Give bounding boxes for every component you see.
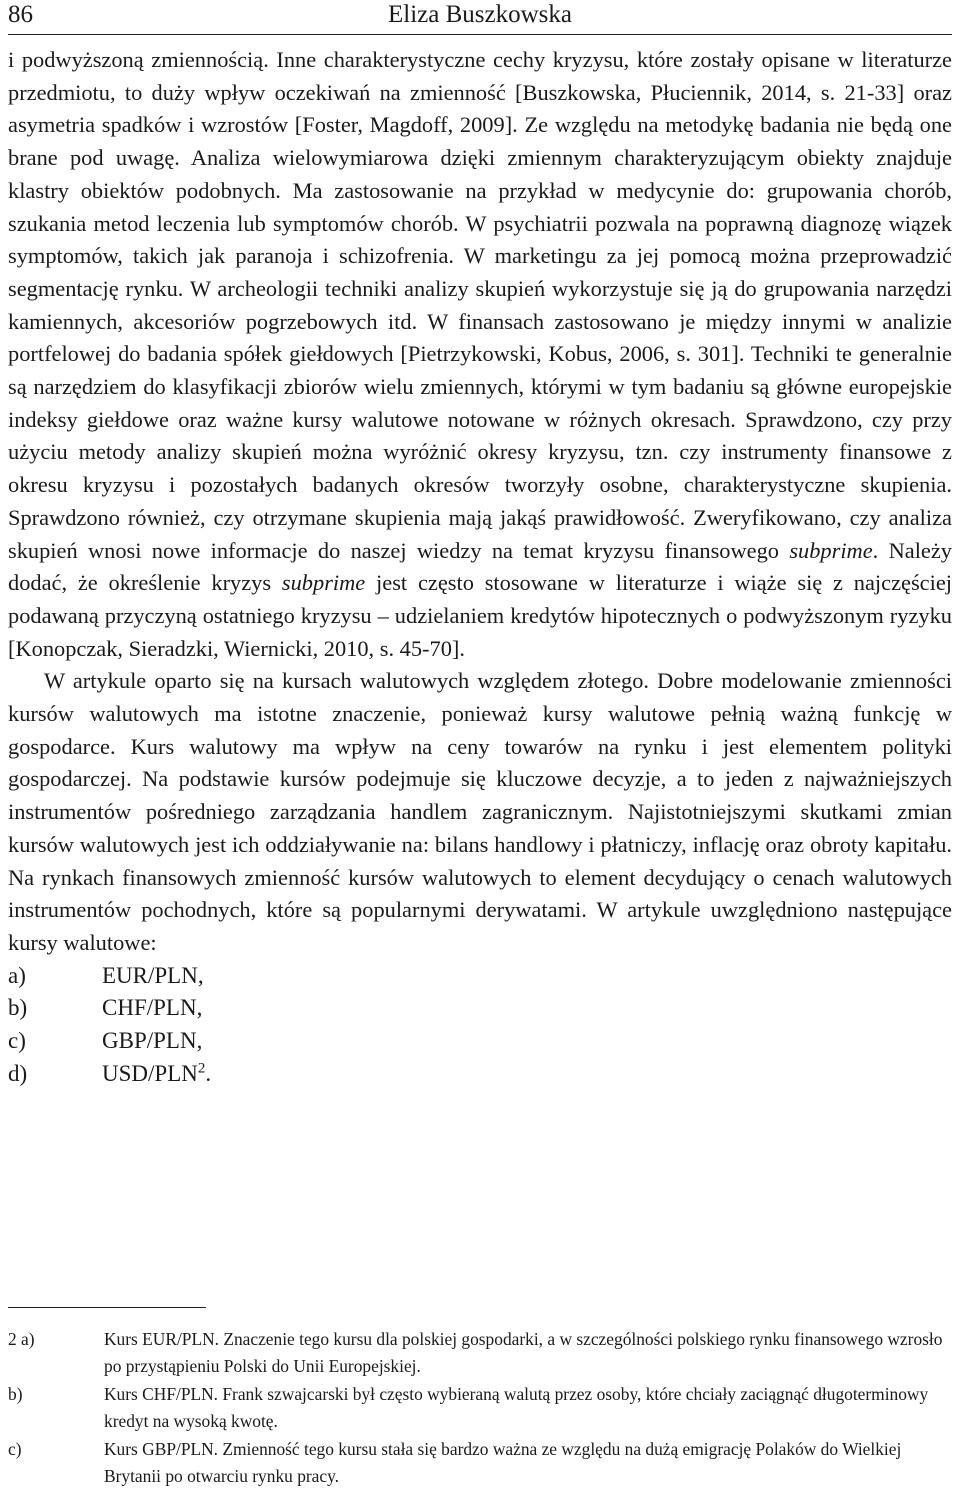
list-item	[8, 960, 952, 993]
body-text	[8, 44, 952, 1091]
paragraph-1-end: jest często stosowane w literaturze i wiąże się z najczęściej podawaną przyczyną ostatniego kryzysu – udzielaniem kredytów hipotecznych o podwyższonym ryzyku [Konopczak, Sieradzki, Wiernicki, 2010, s. 45-70].	[8, 570, 952, 661]
list-marker: a)	[8, 962, 26, 988]
list-text-tail: .	[205, 1060, 212, 1086]
list-text-main: USD/PLN	[102, 1060, 198, 1086]
list-text: CHF/PLN,	[102, 995, 203, 1021]
footnotes	[8, 1326, 952, 1491]
list-text: EUR/PLN,	[102, 962, 204, 988]
footnote-item	[8, 1436, 952, 1489]
currency-list	[8, 960, 952, 1091]
footnote-label: c)	[8, 1439, 22, 1459]
list-item	[8, 1025, 952, 1058]
list-text	[102, 1058, 211, 1091]
list-item	[8, 1058, 952, 1091]
footnote-label: 2 a)	[8, 1329, 35, 1349]
running-head: Eliza Buszkowska	[388, 1, 572, 28]
footnote-text: Kurs GBP/PLN. Zmienność tego kursu stała się bardzo ważna ze względu na dużą emigrację Polaków do Wielkiej Brytanii po otwarciu rynku pracy.	[104, 1439, 902, 1486]
list-text: GBP/PLN,	[102, 1028, 203, 1054]
page-number: 86	[8, 1, 33, 28]
list-marker: d)	[8, 1060, 28, 1086]
term-subprime: subprime	[281, 570, 366, 596]
footnote-text: Kurs EUR/PLN. Znaczenie tego kursu dla polskiej gospodarki, a w szczególności polskiego rynku finansowego wzrosło po przystąpieniu Polski do Unii Europejskiej.	[104, 1329, 943, 1376]
paragraph-1-text: i podwyższoną zmiennością. Inne charakterystyczne cechy kryzysu, które zostały opisane w literaturze przedmiotu, to duży wpływ oczekiwań na zmienność [Buszkowska, Płuciennik, 2014, s. 21-33] oraz asymetria spadków i wzrostów [Foster, Magdoff, 2009]. Ze względu na metodykę badania nie będą one brane pod uwagę. Analiza wielowymiarowa dzięki zmiennym charakteryzującym obiekty znajduje klastry obiektów podobnych. Ma zastosowanie na przykład w medycynie do: grupowania chorób, szukania metod leczenia lub symptomów chorób. W psychiatrii pozwala na poprawną diagnozę wiązek symptomów, takich jak paranoja i schizofrenia. W marketingu za jej pomocą można przeprowadzić segmentację rynku. W archeologii techniki analizy skupień wykorzystuje się ją do grupowania narzędzi kamiennych, akcesoriów pogrzebowych itd. W finansach zastosowano je między innymi w analizie portfelowej do badania spółek giełdowych [Pietrzykowski, Kobus, 2006, s. 301]. Techniki te generalnie są narzędziem do klasyfikacji zbiorów wielu zmiennych, którymi w tym badaniu są główne europejskie indeksy giełdowe oraz ważne kursy walutowe notowane w różnych okresach. Sprawdzono, czy przy użyciu metody analizy skupień można wyróżnić okresy kryzysu, tzn. czy instrumenty finansowe z okresu kryzysu i pozostałych badanych okresów tworzyły osobne, charakterystyczne skupienia. Sprawdzono również, czy otrzymane skupienia mają jakąś prawidłowość. Zweryfikowano, czy analiza skupień wnosi nowe informacje do naszej wiedzy na temat kryzysu finansowego	[8, 47, 952, 563]
list-marker: c)	[8, 1028, 26, 1054]
footnote-text: Kurs CHF/PLN. Frank szwajcarski był często wybieraną walutą przez osoby, które chciały zaciągnąć długoterminowy kredyt na wysoką kwotę.	[104, 1384, 929, 1431]
page-header	[8, 0, 952, 35]
list-item	[8, 992, 952, 1025]
paragraph-1	[8, 44, 952, 665]
footnote-label: b)	[8, 1384, 23, 1404]
footnote-ref[interactable]: 2	[197, 1060, 206, 1077]
paragraph-1-cont: . Należy dodać, że określenie kryzys	[8, 537, 952, 596]
footnote-item	[8, 1381, 952, 1434]
paragraph-2: W artykule oparto się na kursach walutowych względem złotego. Dobre modelowanie zmienności kursów walutowych ma istotne znaczenie, ponieważ kursy walutowe pełnią ważną funkcję w gospodarce. Kurs walutowy ma wpływ na ceny towarów na rynku i jest elementem polityki gospodarczej. Na podstawie kursów podejmuje się kluczowe decyzje, a to jeden z najważniejszych instrumentów pośredniego zarządzania handlem zagranicznym. Najistotniejszymi skutkami zmian kursów walutowych jest ich oddziaływanie na: bilans handlowy i płatniczy, inflację oraz obroty kapitału. Na rynkach finansowych zmienność kursów walutowych to element decydujący o cenach walutowych instrumentów pochodnych, które są popularnymi derywatami. W artykule uwzględniono następujące kursy walutowe:	[8, 668, 952, 955]
list-marker: b)	[8, 995, 28, 1021]
footnote-rule	[8, 1307, 206, 1308]
footnote-item	[8, 1326, 952, 1379]
term-subprime: subprime	[789, 537, 873, 563]
